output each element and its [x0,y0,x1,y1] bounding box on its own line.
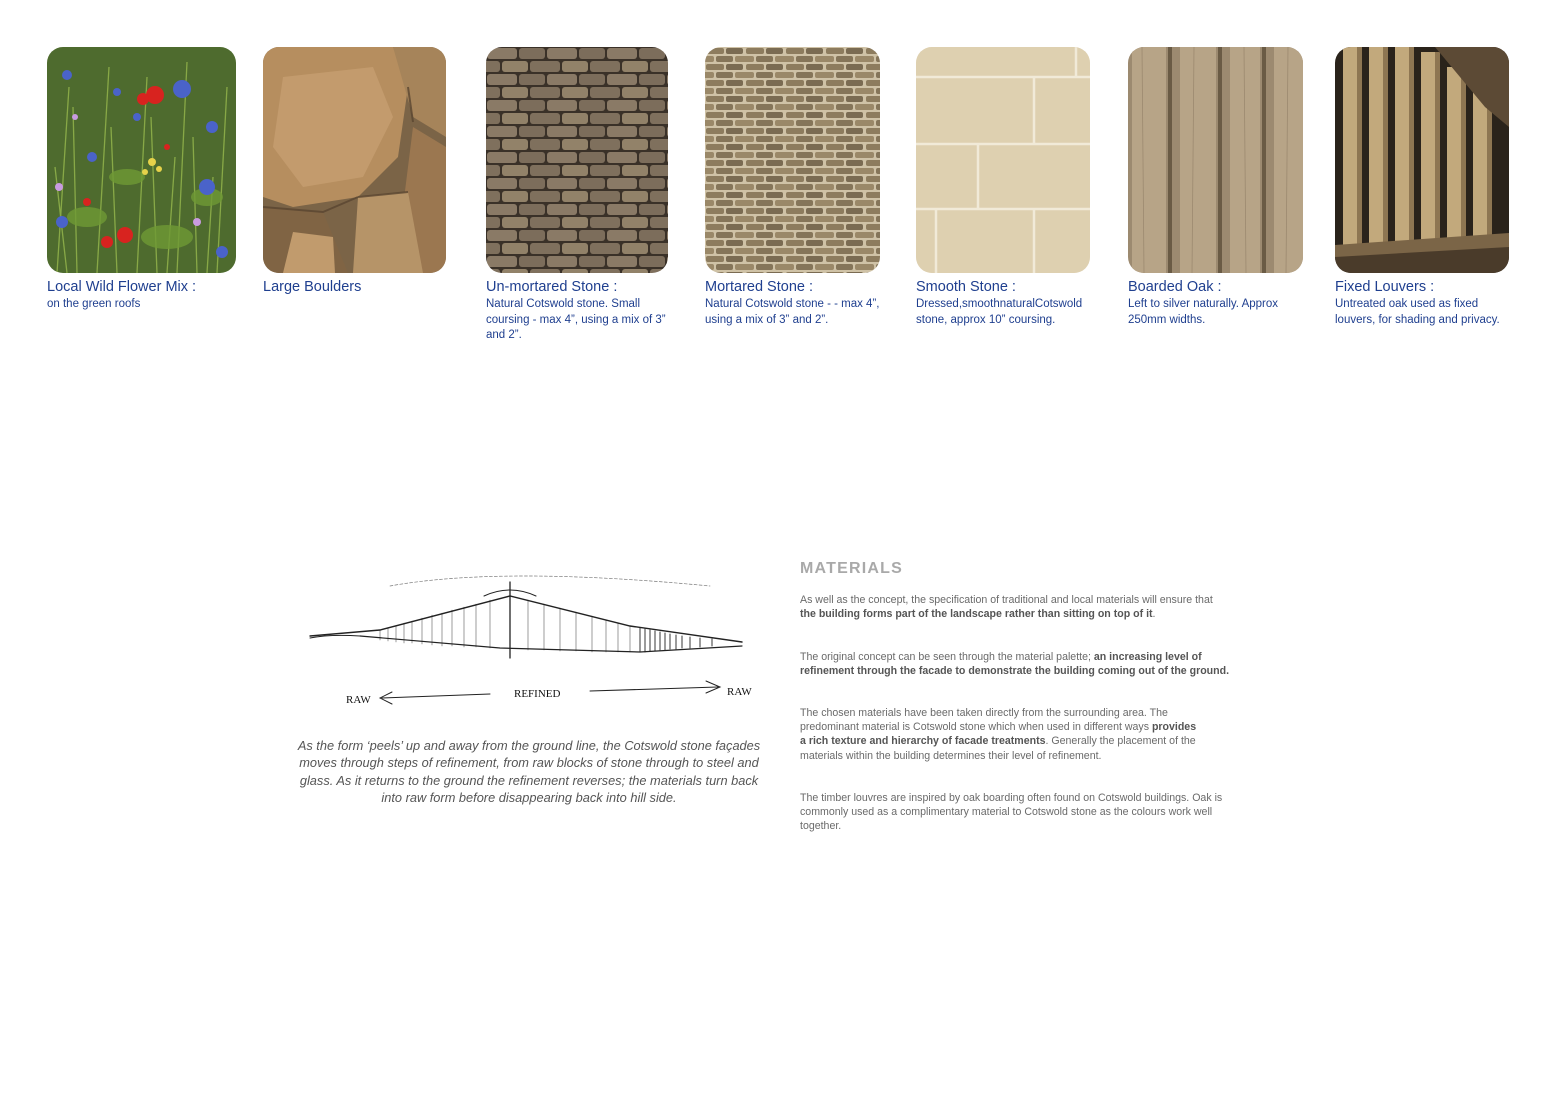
sketch-ground-line [360,636,742,652]
p2-emphasis: an increasing level of refinement through the facade to demonstrate the building coming out of the ground. [800,651,1230,678]
caption-desc: Natural Cotswold stone. Small coursing - max 4”, using a mix of 3” and 2”. [486,298,666,341]
caption-wild-flower [47,279,237,313]
concept-sketch [300,566,760,716]
sketch-sky-line [390,576,710,586]
boarded-oak-image [1128,47,1303,273]
caption-boulders [263,279,448,296]
caption-title: Mortared Stone : [705,279,813,295]
unmortared-stone-image [486,47,668,273]
caption-desc: Left to silver naturally. Approx 250mm widths. [1128,298,1278,326]
caption-boarded-oak [1128,279,1303,328]
sketch-label-raw-left: RAW [346,694,371,706]
caption-title: Local Wild Flower Mix : [47,279,197,295]
wildflower-image [47,47,236,273]
caption-title: Large Boulders [263,279,362,295]
materials-paragraph-2 [800,650,1230,678]
sketch-arrow-left [382,694,490,698]
materials-paragraph-1 [800,593,1230,621]
caption-desc: Untreated oak used as fixed louvers, for shading and privacy. [1335,298,1500,326]
materials-paragraph-4: The timber louvres are inspired by oak boarding often found on Cotswold buildings. Oak is commonly used as a complimentary material to Cotswold stone as the colours work well together. [800,792,1223,833]
caption-desc: Dressed,smoothnaturalCotswold stone, approx 10” coursing. [916,298,1083,326]
sketch-label-raw-right: RAW [727,686,752,698]
sketch-label-refined: REFINED [514,688,561,700]
sketch-hatching [380,600,630,652]
louvers-image [1335,47,1509,273]
p1-emphasis: the building forms part of the landscape rather than sitting on top of it [800,608,1153,621]
materials-heading: MATERIALS [800,560,903,577]
caption-title: Un-mortared Stone : [486,279,618,295]
caption-smooth-stone [916,279,1096,328]
p3-emphasis: provides a rich texture and hierarchy of facade treatments [800,721,1197,748]
caption-title: Boarded Oak : [1128,279,1222,295]
boulders-image [263,47,446,273]
caption-desc: on the green roofs [47,298,141,310]
p3-text: The chosen materials have been taken directly from the surrounding area. The predominant material is Cotswold stone which when used in different ways [800,707,1168,734]
caption-title: Fixed Louvers : [1335,279,1435,295]
caption-fixed-louvers [1335,279,1520,328]
sketch-roof-line [310,596,742,642]
p3-end: . Generally the placement of the materials within the building determines their level of refinement. [800,735,1196,762]
sketch-caption: As the form ‘peels’ up and away from the ground line, the Cotswold stone façades moves through steps of refinement, from raw blocks of stone through to steel and glass. As it returns to the ground the refinement reverses; the materials turn back into raw form before disappearing back into hill side. [297,738,761,805]
p2-text: The original concept can be seen through the material palette; [800,651,1094,663]
p1-end: . [1152,608,1156,621]
caption-title: Smooth Stone : [916,279,1016,295]
materials-paragraph-3 [800,706,1200,763]
caption-mortared-stone [705,279,885,328]
mortared-stone-image [705,47,880,273]
caption-unmortared-stone [486,279,676,344]
p1-text: As well as the concept, the specification of traditional and local materials will ensure that [800,594,1213,606]
caption-desc: Natural Cotswold stone - - max 4”, using a mix of 3” and 2”. [705,298,880,326]
smooth-stone-image [916,47,1090,273]
sketch-arrow-right [590,687,718,691]
